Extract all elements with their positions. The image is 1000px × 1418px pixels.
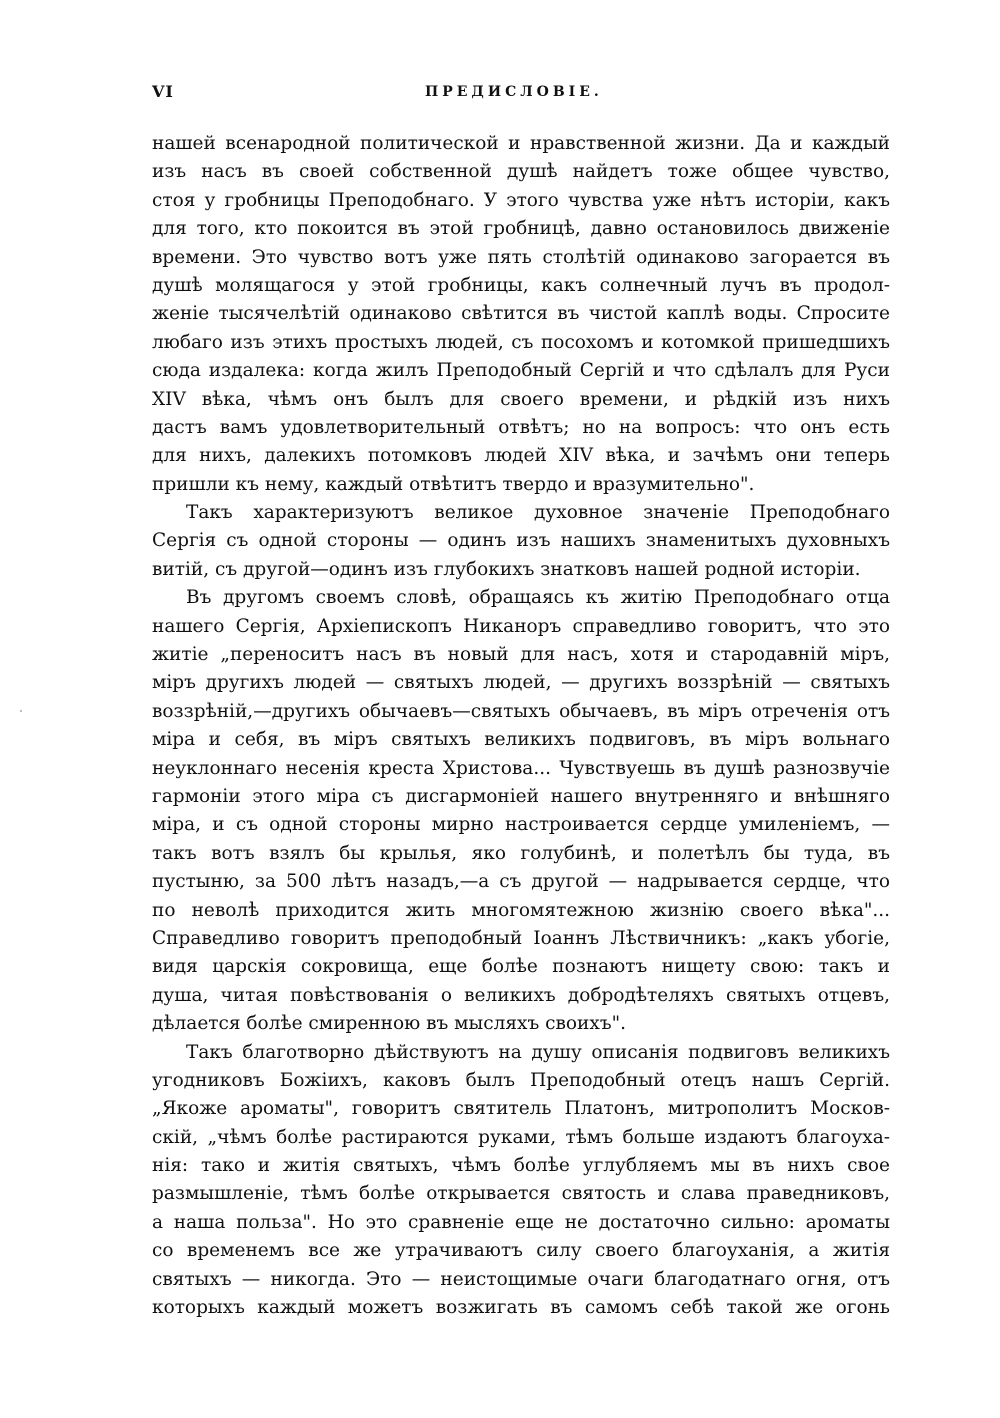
text-line: сюда издалека: когда жилъ Преподобный Сергій и что сдѣлалъ для Руси	[152, 360, 890, 382]
text-line: житіе „переноситъ насъ въ новый для насъ, хотя и стародавній міръ,	[152, 644, 890, 666]
text-line: изъ насъ въ своей собственной душѣ найдетъ тоже общее чувство,	[152, 161, 890, 183]
text-line: такъ вотъ взялъ бы крылья, яко голубинѣ, и полетѣлъ бы туда, въ	[152, 842, 890, 864]
text-line: воззрѣній,—другихъ обычаевъ—святыхъ обычаевъ, въ міръ отреченія отъ	[152, 700, 890, 722]
page-number: VI	[152, 82, 174, 101]
paragraph-start-line: Въ другомъ своемъ словѣ, обращаясь къ житію Преподобнаго отца	[186, 587, 890, 609]
text-line: нія: тако и житія святыхъ, чѣмъ болѣе углубляемъ мы въ нихъ свое	[152, 1155, 890, 1177]
text-line: міра и себя, въ міръ святыхъ великихъ подвиговъ, въ міръ вольнаго	[152, 729, 890, 751]
text-line: святыхъ — никогда. Это — неистощимые очаги благодатнаго огня, отъ	[152, 1268, 890, 1290]
text-line: стоя у гробницы Преподобнаго. У этого чувства уже нѣтъ исторіи, какъ	[152, 189, 890, 211]
body-text	[152, 130, 890, 1322]
text-line: по неволѣ приходится жить многомятежною жизнію своего вѣка"...	[152, 899, 890, 921]
text-line: міръ другихъ людей — святыхъ людей, — другихъ воззрѣній — святыхъ	[152, 672, 890, 694]
paragraph-end-line: витій, съ другой—одинъ изъ глубокихъ знатковъ нашей родной исторіи.	[152, 558, 861, 580]
paragraph-end-line: пришли къ нему, каждый отвѣтитъ твердо и вразумительно".	[152, 473, 755, 495]
text-line: времени. Это чувство вотъ уже пять столѣтій одинаково загорается въ	[152, 246, 890, 268]
text-line: со временемъ все же утрачиваютъ силу своего благоуханія, а житія	[152, 1240, 890, 1262]
text-line: Сергія съ одной стороны — одинъ изъ нашихъ знаменитыхъ духовныхъ	[152, 530, 890, 552]
text-line: женіе тысячелѣтій одинаково свѣтится въ чистой каплѣ воды. Спросите	[152, 303, 890, 325]
text-line: размышленіе, тѣмъ болѣе открывается святость и слава праведниковъ,	[152, 1183, 890, 1205]
text-line: которыхъ каждый можетъ возжигать въ самомъ себѣ такой же огонь	[152, 1297, 890, 1319]
text-line: для нихъ, далекихъ потомковъ людей XIV вѣка, и зачѣмъ они теперь	[152, 445, 890, 467]
text-line: скій, „чѣмъ болѣе растираются руками, тѣмъ больше издаютъ благоуха-	[152, 1126, 890, 1148]
text-line: нашей всенародной политической и нравственной жизни. Да и каждый	[152, 133, 890, 154]
text-line: гармоніи этого міра съ дисгармоніей нашего внутренняго и внѣшняго	[152, 785, 890, 807]
paragraph-start-line: Такъ благотворно дѣйствуютъ на душу описанія подвиговъ великихъ	[186, 1041, 890, 1063]
text-line: пустыню, за 500 лѣтъ назадъ,—а съ другой — надрывается сердце, что	[152, 871, 890, 893]
text-line: XIV вѣка, чѣмъ онъ былъ для своего времени, и рѣдкій изъ нихъ	[152, 388, 890, 410]
text-line: душѣ молящагося у этой гробницы, какъ солнечный лучъ въ продол-	[152, 274, 890, 296]
paragraph-end-line: дѣлается болѣе смиренною въ мысляхъ своихъ".	[152, 1013, 626, 1035]
text-line: а наша польза". Но это сравненіе еще не достаточно сильно: ароматы	[152, 1211, 890, 1233]
text-line: Справедливо говоритъ преподобный Іоаннъ Лѣствичникъ: „какъ убогіе,	[152, 927, 890, 949]
paragraph-start-line: Такъ характеризуютъ великое духовное значеніе Преподобнаго	[186, 502, 890, 524]
text-line: „Якоже ароматы", говоритъ святитель Платонъ, митрополитъ Москов-	[152, 1098, 890, 1120]
text-line: неуклоннаго несенія креста Христова... Чувствуешь въ душѣ разнозвучіе	[152, 757, 890, 779]
text-line: міра, и съ одной стороны мирно настроивается сердце умиленіемъ, —	[152, 814, 890, 836]
text-line: видя царскія сокровища, еще болѣе познаютъ нищету свою: такъ и	[152, 956, 890, 978]
text-line: нашего Сергія, Архіепископъ Никаноръ справедливо говоритъ, что это	[152, 615, 890, 637]
text-line: душа, читая повѣствованія о великихъ добродѣтеляхъ святыхъ отцевъ,	[152, 984, 890, 1006]
scan-speck	[20, 710, 22, 712]
text-line: угодниковъ Божіихъ, каковъ былъ Преподобный отецъ нашъ Сергій.	[152, 1069, 890, 1091]
running-head: ПРЕДИСЛОВІЕ.	[425, 84, 603, 100]
text-line: для того, кто покоится въ этой гробницѣ, давно остановилось движеніе	[152, 218, 890, 240]
text-line: любаго изъ этихъ простыхъ людей, съ посохомъ и котомкой пришедшихъ	[152, 331, 890, 353]
text-line: дастъ вамъ удовлетворительный отвѣтъ; но на вопросъ: что онъ есть	[152, 416, 890, 438]
